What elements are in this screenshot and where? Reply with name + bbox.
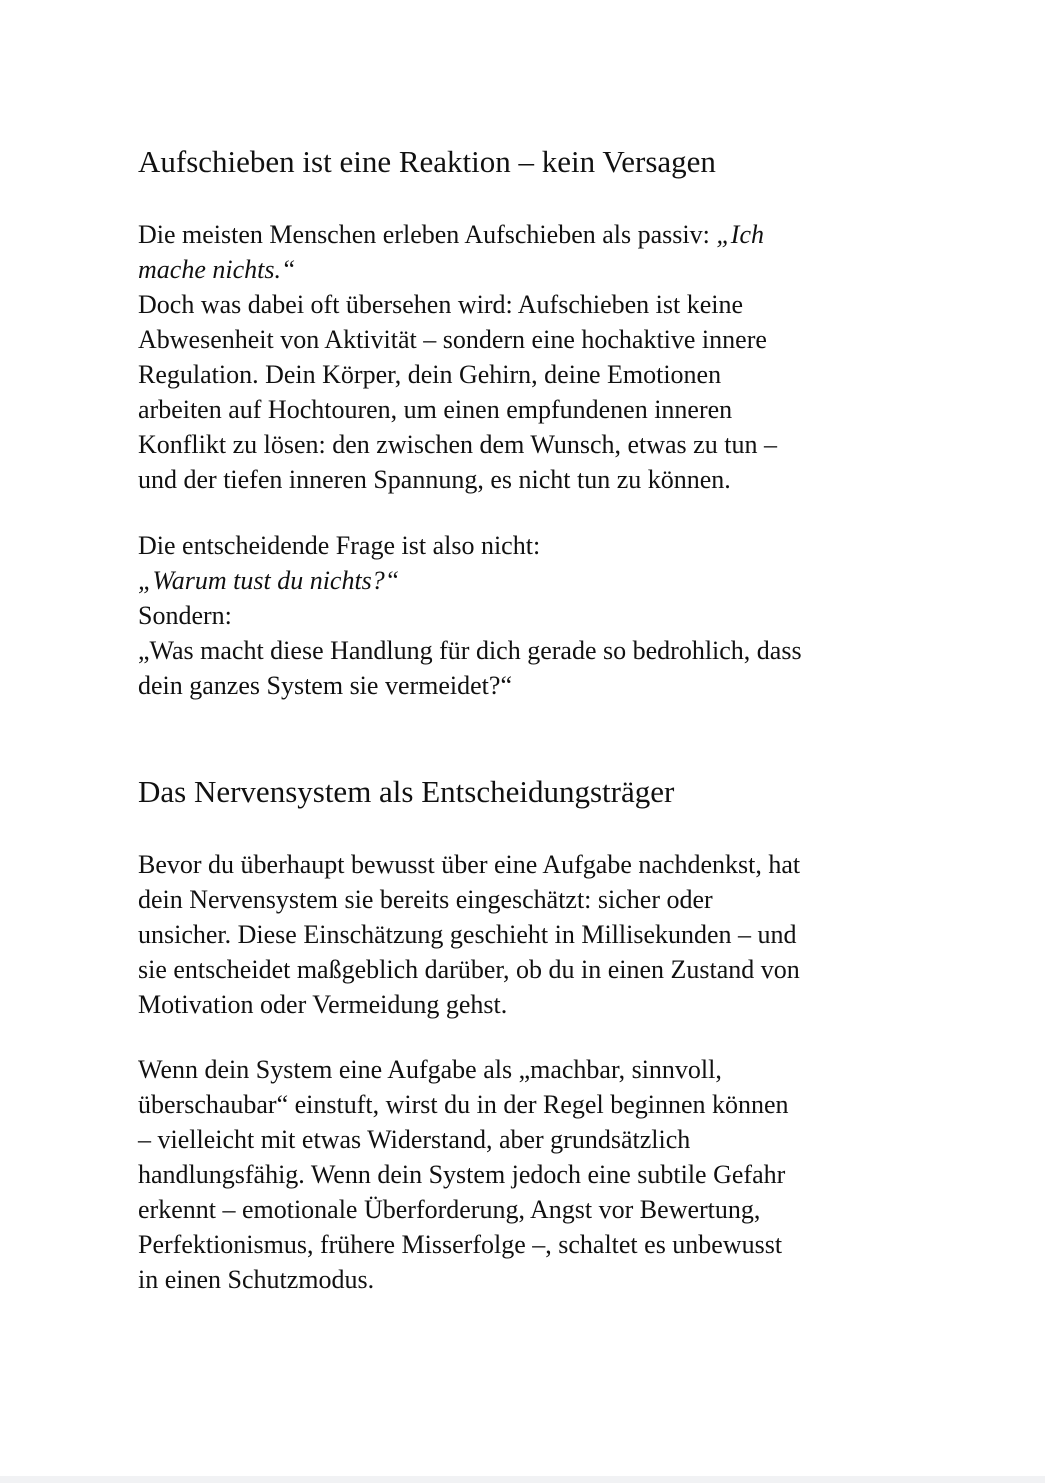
- italic-quote: „Ich: [716, 220, 765, 249]
- text-line: [138, 217, 918, 252]
- text-line: Perfektionismus, frühere Misserfolge –, schaltet es unbewusst: [138, 1230, 783, 1259]
- paragraph-schutzmodus: [138, 1052, 918, 1297]
- page-bottom-edge: [0, 1476, 1045, 1483]
- text-line: handlungsfähig. Wenn dein System jedoch eine subtile Gefahr: [138, 1160, 786, 1189]
- paragraph-passiv: [138, 217, 918, 497]
- text-line: Regulation. Dein Körper, dein Gehirn, deine Emotionen: [138, 360, 722, 389]
- text-line: Doch was dabei oft übersehen wird: Aufschieben ist keine: [138, 290, 744, 319]
- section-heading-nervensystem: Das Nervensystem als Entscheidungsträger: [138, 774, 675, 809]
- text-line: dein Nervensystem sie bereits eingeschätzt: sicher oder: [138, 885, 713, 914]
- text-line: arbeiten auf Hochtouren, um einen empfundenen inneren: [138, 395, 733, 424]
- text-line: erkennt – emotionale Überforderung, Angst vor Bewertung,: [138, 1195, 761, 1224]
- text-line: „Was macht diese Handlung für dich gerade so bedrohlich, dass: [138, 636, 802, 665]
- text-line: Motivation oder Vermeidung gehst.: [138, 990, 508, 1019]
- text-run: Die meisten Menschen erleben Aufschieben als passiv:: [138, 220, 717, 249]
- text-line: und der tiefen inneren Spannung, es nicht tun zu können.: [138, 465, 731, 494]
- paragraph-frage: [138, 528, 918, 703]
- paragraph-einschaetzung: [138, 847, 918, 1022]
- text-line: Sondern:: [138, 601, 232, 630]
- text-line: sie entscheidet maßgeblich darüber, ob du in einen Zustand von: [138, 955, 800, 984]
- text-line: überschaubar“ einstuft, wirst du in der Regel beginnen können: [138, 1090, 789, 1119]
- text-line: – vielleicht mit etwas Widerstand, aber grundsätzlich: [138, 1125, 691, 1154]
- text-line: unsicher. Diese Einschätzung geschieht in Millisekunden – und: [138, 920, 797, 949]
- text-line: Die entscheidende Frage ist also nicht:: [138, 531, 541, 560]
- italic-quote: „Warum tust du nichts?“: [138, 566, 400, 595]
- italic-quote: mache nichts.“: [138, 255, 296, 284]
- text-line: dein ganzes System sie vermeidet?“: [138, 671, 512, 700]
- section-heading-aufschieben: Aufschieben ist eine Reaktion – kein Versagen: [138, 144, 716, 179]
- text-line: in einen Schutzmodus.: [138, 1265, 375, 1294]
- text-line: Abwesenheit von Aktivität – sondern eine hochaktive innere: [138, 325, 767, 354]
- text-line: Konflikt zu lösen: den zwischen dem Wunsch, etwas zu tun –: [138, 430, 777, 459]
- text-line: Bevor du überhaupt bewusst über eine Aufgabe nachdenkst, hat: [138, 850, 801, 879]
- text-line: [138, 563, 918, 598]
- text-line: Wenn dein System eine Aufgabe als „machbar, sinnvoll,: [138, 1055, 722, 1084]
- text-line: [138, 252, 918, 287]
